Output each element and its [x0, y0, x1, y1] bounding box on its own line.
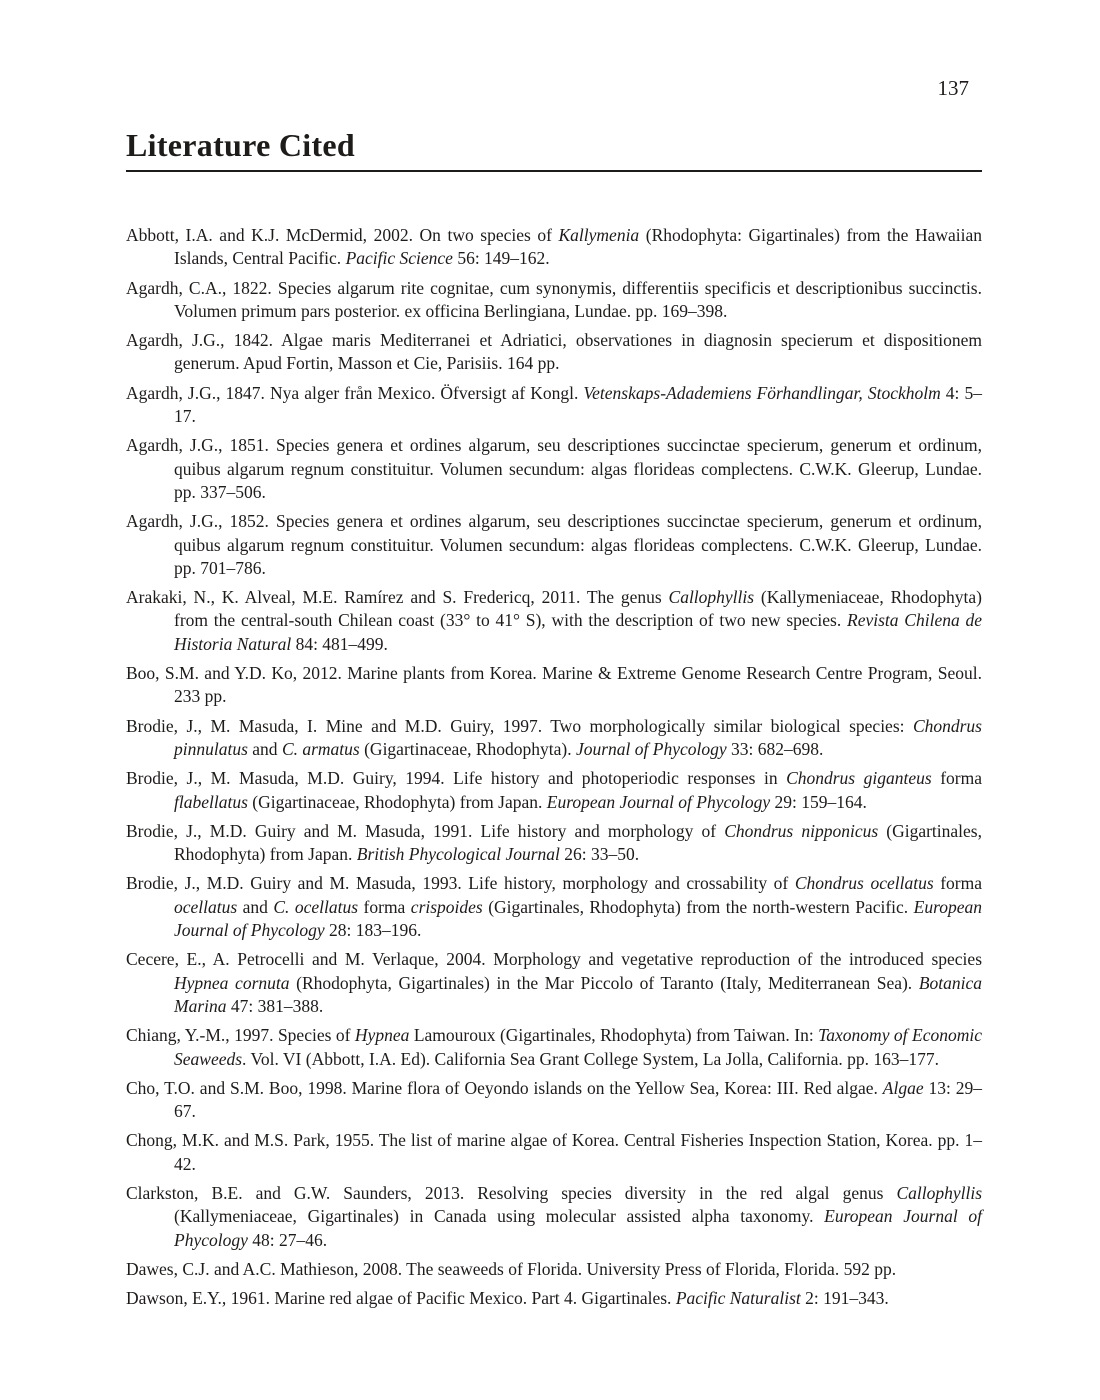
- reference-text-segment: 13: 29–67.: [174, 1077, 982, 1122]
- reference-text-segment: 29: 159–164.: [770, 791, 867, 812]
- page-title: Literature Cited: [126, 127, 356, 163]
- reference-italic-segment: European Journal of Phycology: [174, 1206, 983, 1250]
- reference-text-segment: and: [247, 738, 282, 759]
- reference-italic-segment: Callophyllis: [896, 1182, 982, 1203]
- reference-text-segment: Agardh, J.G., 1851. Species genera et ordines algarum, seu descriptiones succinctae specierum, generum et ordinum, quibus algarum regnum constituitur. Volumen secundum: algas florideas complectens. C.W.K. Gleerup, Lundae. pp. 337–506.: [126, 435, 982, 502]
- reference-text-segment: (Gigartinaceae, Rhodophyta).: [359, 738, 576, 759]
- reference-entry: [126, 1287, 982, 1310]
- reference-entry: [126, 715, 982, 762]
- reference-text-segment: 4: 5–17.: [174, 382, 982, 427]
- reference-entry: [126, 434, 982, 504]
- reference-text-segment: Abbott, I.A. and K.J. McDermid, 2002. On two species of: [126, 225, 559, 245]
- reference-text-segment: (Rhodophyta, Gigartinales) in the Mar Piccolo of Taranto (Italy, Mediterranean Sea).: [289, 972, 919, 993]
- reference-entry: [126, 329, 982, 376]
- title-rule: [126, 170, 982, 172]
- reference-italic-segment: crispoides: [410, 896, 483, 917]
- reference-text-segment: (Rhodophyta: Gigartinales) from the Hawaiian Islands, Central Pacific.: [174, 225, 983, 269]
- reference-text-segment: Cho, T.O. and S.M. Boo, 1998. Marine flora of Oeyondo islands on the Yellow Sea, Korea: III. Red algae.: [126, 1077, 883, 1098]
- reference-text-segment: (Gigartinales, Rhodophyta) from Japan.: [174, 820, 982, 865]
- reference-entry: [126, 1129, 982, 1176]
- reference-italic-segment: British Phycological Journal: [356, 844, 560, 865]
- reference-text-segment: 48: 27–46.: [247, 1229, 328, 1250]
- reference-entry: [126, 277, 982, 324]
- reference-text-segment: Agardh, J.G., 1842. Algae maris Mediterranei et Adriatici, observationes in diagnosin specierum et dispositionem generum. Apud Fortin, Masson et Cie, Parisiis. 164 pp.: [126, 330, 982, 374]
- reference-text-segment: . Vol. VI (Abbott, I.A. Ed). California Sea Grant College System, La Jolla, California. pp. 163–177.: [242, 1048, 940, 1069]
- reference-text-segment: Brodie, J., M.D. Guiry and M. Masuda, 1991. Life history and morphology of: [126, 820, 725, 841]
- reference-entry: [126, 1077, 982, 1124]
- reference-text-segment: Dawson, E.Y., 1961. Marine red algae of Pacific Mexico. Part 4. Gigartinales.: [126, 1288, 676, 1309]
- reference-entry: [126, 510, 982, 580]
- reference-text-segment: 47: 381–388.: [226, 995, 324, 1016]
- reference-entry: [126, 586, 982, 656]
- reference-italic-segment: Chondrus ocellatus: [794, 873, 934, 894]
- reference-text-segment: Lamouroux (Gigartinales, Rhodophyta) from Taiwan. In:: [409, 1025, 819, 1046]
- reference-text-segment: forma: [358, 896, 411, 917]
- reference-italic-segment: Hypnea: [354, 1025, 410, 1046]
- reference-text-segment: Brodie, J., M.D. Guiry and M. Masuda, 1993. Life history, morphology and crossability of: [126, 873, 795, 894]
- reference-italic-segment: European Journal of Phycology: [174, 896, 982, 941]
- reference-entry: [126, 820, 982, 867]
- reference-text-segment: Brodie, J., M. Masuda, M.D. Guiry, 1994. Life history and photoperiodic responses in: [126, 768, 787, 789]
- reference-text-segment: forma: [931, 768, 982, 789]
- reference-text-segment: 56: 149–162.: [452, 248, 550, 269]
- reference-text-segment: (Kallymeniaceae, Rhodophyta) from the central-south Chilean coast (33° to 41° S), with the description of two new species.: [174, 587, 982, 631]
- reference-italic-segment: ocellatus: [174, 896, 238, 917]
- reference-entry: [126, 382, 982, 429]
- reference-entry: [126, 1258, 982, 1281]
- reference-italic-segment: Botanica Marina: [174, 972, 982, 1016]
- reference-text-segment: Cecere, E., A. Petrocelli and M. Verlaque, 2004. Morphology and vegetative reproduction of the introduced species: [126, 949, 982, 970]
- reference-text-segment: and: [237, 896, 274, 917]
- reference-entry: [126, 767, 982, 814]
- reference-italic-segment: Kallymenia: [558, 225, 640, 245]
- reference-italic-segment: Chondrus giganteus: [786, 768, 932, 789]
- reference-text-segment: Boo, S.M. and Y.D. Ko, 2012. Marine plants from Korea. Marine & Extreme Genome Research Centre Program, Seoul. 233 pp.: [126, 663, 982, 707]
- reference-text-segment: Agardh, J.G., 1847. Nya alger från Mexico. Öfversigt af Kongl.: [126, 382, 584, 403]
- reference-italic-segment: Pacific Science: [345, 248, 453, 269]
- reference-italic-segment: Taxonomy of Economic Seaweeds: [174, 1025, 982, 1069]
- reference-text-segment: Chiang, Y.-M., 1997. Species of: [126, 1025, 355, 1046]
- reference-text-segment: Arakaki, N., K. Alveal, M.E. Ramírez and S. Fredericq, 2011. The genus: [126, 587, 669, 608]
- reference-text-segment: 26: 33–50.: [559, 844, 640, 865]
- page-content: [126, 125, 982, 1316]
- reference-entry: [126, 1182, 982, 1252]
- reference-text-segment: 84: 481–499.: [291, 633, 388, 654]
- reference-italic-segment: Callophyllis: [668, 587, 755, 608]
- reference-italic-segment: flabellatus: [174, 791, 248, 812]
- reference-text-segment: (Gigartinales, Rhodophyta) from the north-western Pacific.: [482, 896, 914, 917]
- reference-entry: [126, 1024, 982, 1071]
- reference-text-segment: Agardh, J.G., 1852. Species genera et ordines algarum, seu descriptiones succinctae specierum, generum et ordinum, quibus algarum regnum constituitur. Volumen secundum: algas florideas complectens. C.W.K. Gleerup, Lundae. pp. 701–786.: [126, 511, 982, 578]
- reference-text-segment: Agardh, C.A., 1822. Species algarum rite cognitae, cum synonymis, differentiis specificis et descriptionibus succinctis. Volumen primum pars posterior. ex officina Berlingiana, Lundae. pp. 169–398.: [126, 277, 982, 321]
- reference-italic-segment: Revista Chilena de Historia Natural: [174, 610, 982, 654]
- reference-text-segment: 33: 682–698.: [726, 738, 824, 759]
- reference-text-segment: Clarkston, B.E. and G.W. Saunders, 2013. Resolving species diversity in the red algal genus: [126, 1182, 897, 1203]
- page-number: 137: [937, 76, 969, 100]
- reference-italic-segment: Pacific Naturalist: [675, 1288, 801, 1309]
- reference-text-segment: 2: 191–343.: [800, 1288, 889, 1309]
- reference-list: [126, 224, 982, 1310]
- reference-text-segment: forma: [933, 873, 982, 894]
- reference-italic-segment: Journal of Phycology: [575, 738, 727, 759]
- reference-entry: [126, 872, 982, 942]
- reference-italic-segment: Chondrus nipponicus: [724, 820, 879, 841]
- reference-text-segment: 28: 183–196.: [324, 920, 422, 941]
- reference-text-segment: (Kallymeniaceae, Gigartinales) in Canada using molecular assisted alpha taxonomy.: [174, 1206, 825, 1227]
- reference-entry: [126, 662, 982, 709]
- reference-italic-segment: Chondrus pinnulatus: [174, 715, 982, 759]
- reference-italic-segment: C. armatus: [281, 738, 360, 759]
- reference-italic-segment: Vetenskaps-Adademiens Förhandlingar, Stockholm: [583, 382, 941, 403]
- reference-italic-segment: European Journal of Phycology: [546, 791, 771, 812]
- reference-italic-segment: Algae: [882, 1077, 924, 1098]
- reference-text-segment: (Gigartinaceae, Rhodophyta) from Japan.: [247, 791, 547, 812]
- reference-entry: [126, 948, 982, 1018]
- reference-italic-segment: C. ocellatus: [273, 896, 359, 917]
- reference-entry: [126, 224, 982, 271]
- reference-text-segment: Brodie, J., M. Masuda, I. Mine and M.D. Guiry, 1997. Two morphologically similar biological species:: [126, 715, 913, 736]
- reference-text-segment: Dawes, C.J. and A.C. Mathieson, 2008. The seaweeds of Florida. University Press of Florida, Florida. 592 pp.: [126, 1258, 897, 1279]
- reference-text-segment: Chong, M.K. and M.S. Park, 1955. The list of marine algae of Korea. Central Fisheries Inspection Station, Korea. pp. 1–42.: [126, 1130, 982, 1174]
- reference-italic-segment: Hypnea cornuta: [174, 972, 290, 993]
